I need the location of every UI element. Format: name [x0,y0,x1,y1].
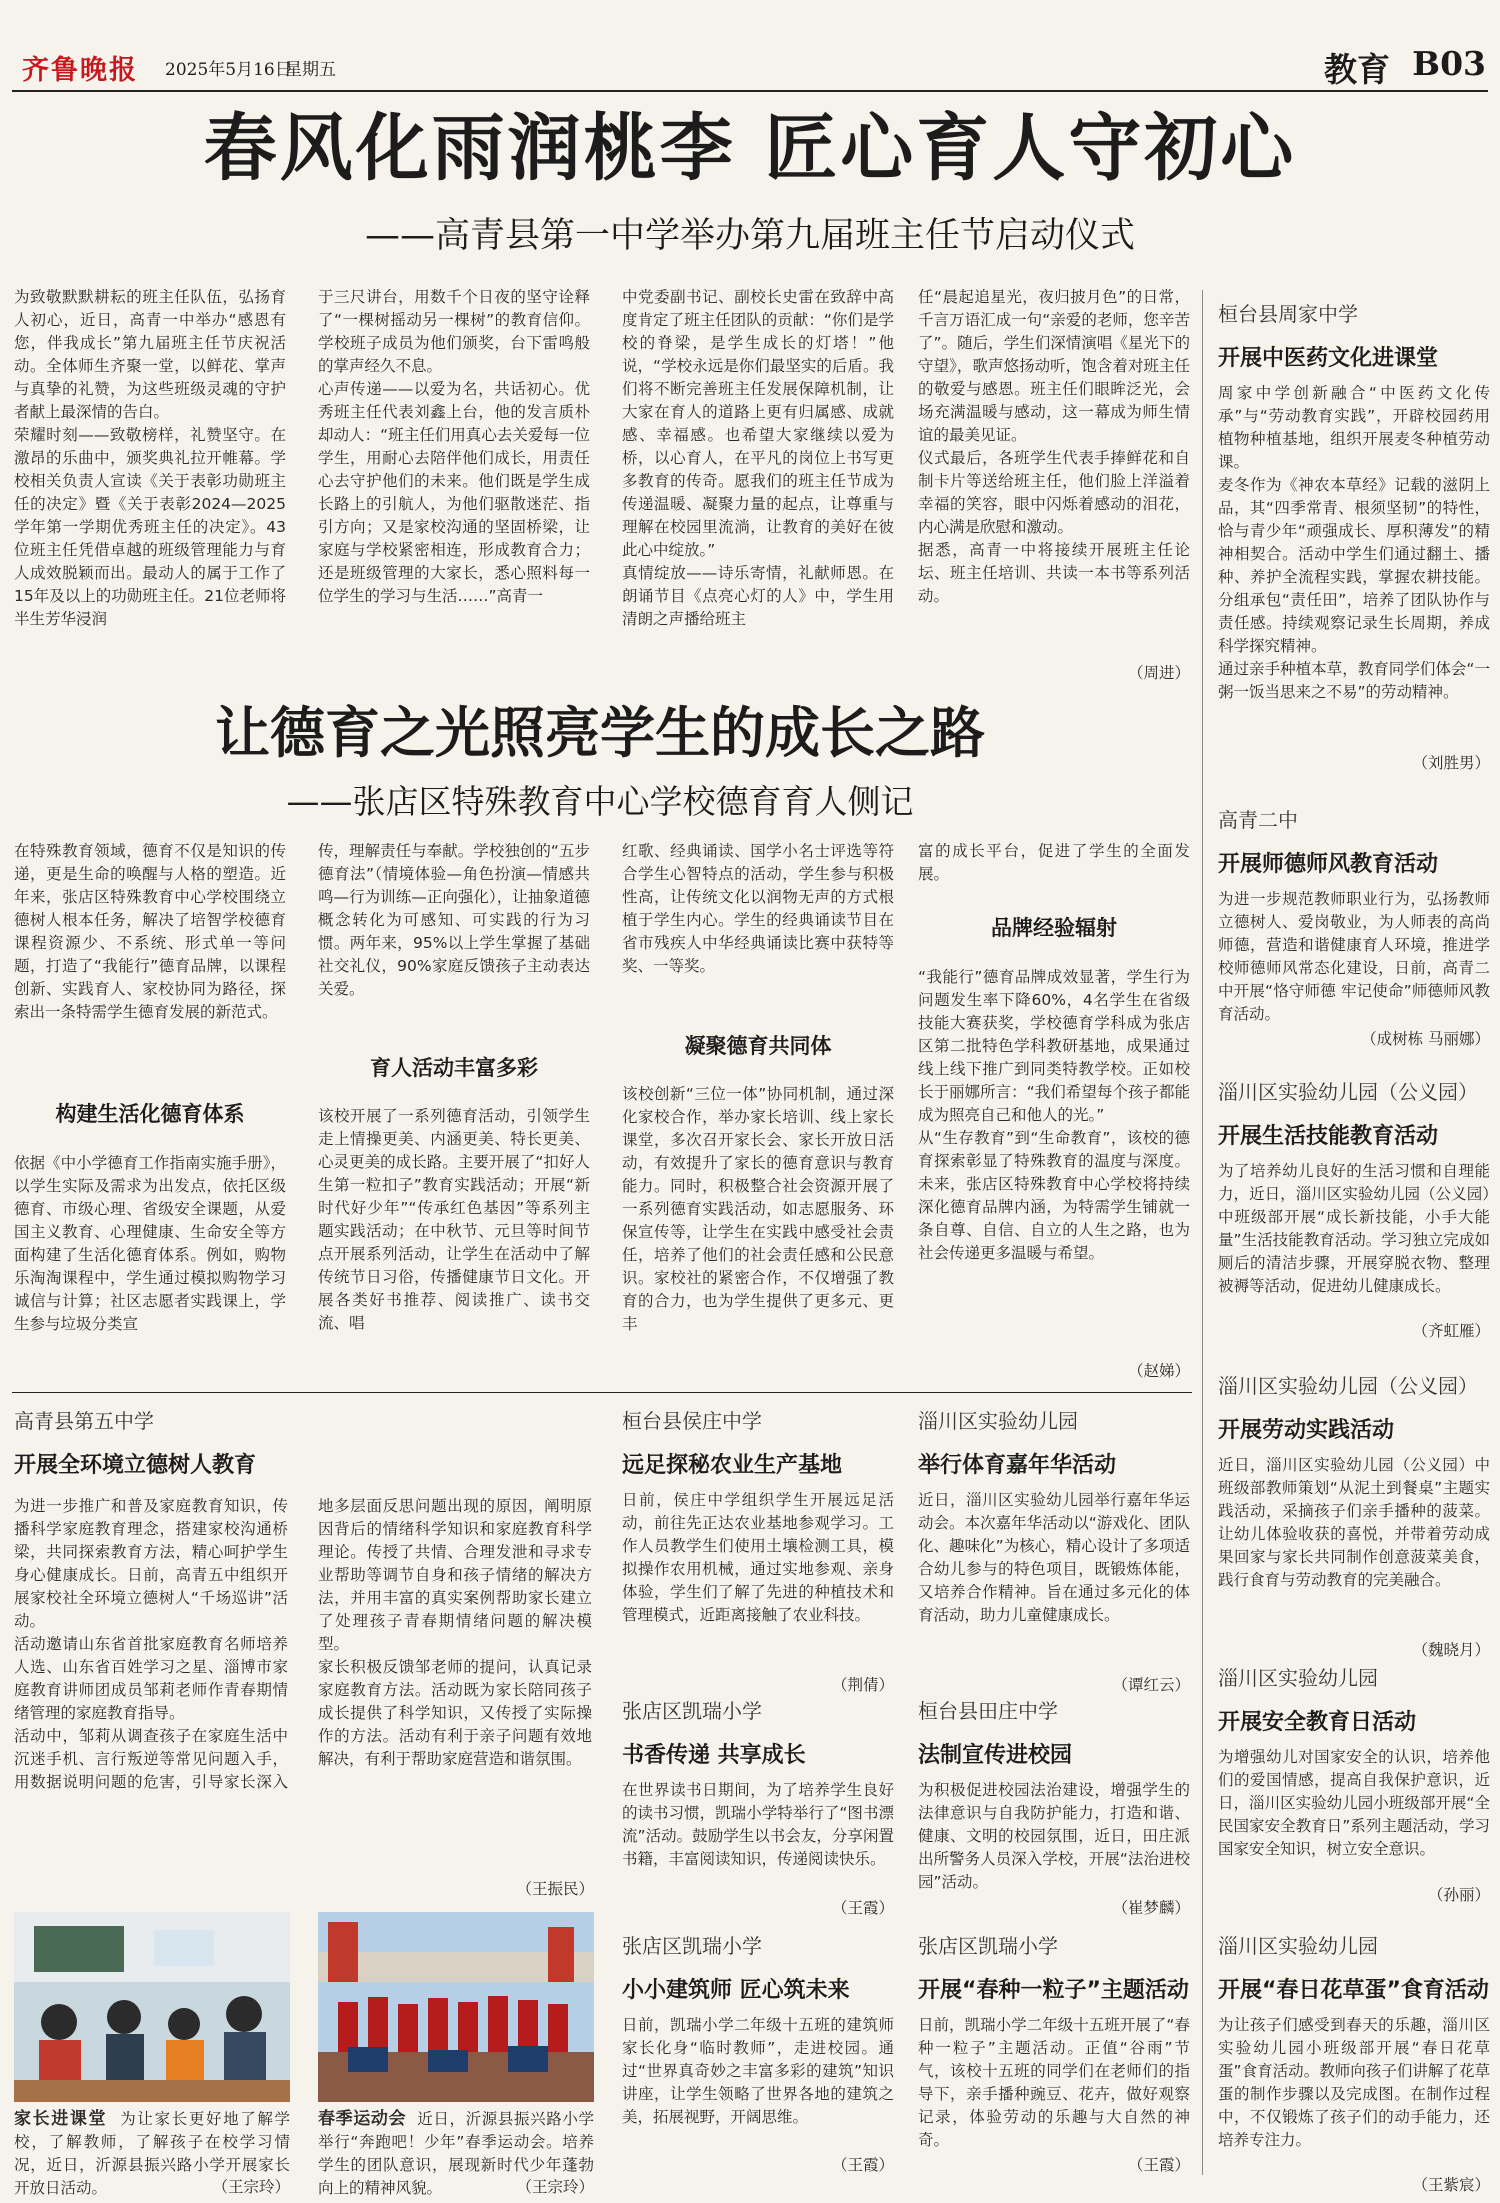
lead-col-3: 中党委副书记、副校长史雷在致辞中高度肯定了班主任团队的贡献：“你们是学校的脊梁，是学生成长的灯塔！”他说，“学校永远是你们最坚实的后盾。我们将不断完善班主任发展保障机制，让大家在育人的道路上更有归属感、成就感、幸福感。也希望大家继续以爱为桥，以心育人，在平凡的岗位上书写更多教育的传奇。愿我们的班主任节成为传递温暖、凝聚力量的起点，让尊重与理解在校园里流淌，让教育的美好在彼此心中绽放。” 真情绽放——诗乐寄情，礼献师恩。在朗诵节目《点亮心灯的人》中，学生用清朗之声播给班主 [622,288,894,628]
brief-author: （王紫宸） [1412,2176,1490,2194]
brief-text: 日前，凯瑞小学二年级十五班开展了“春种一粒子”主题活动。正值“谷雨”节气，该校十五班的同学们在老师们的指导下，亲手播种豌豆、花卉，做好观察记录，体验劳动的乐趣与大自然的神奇。 [918,2016,1190,2149]
brief-title: 开展“春种一粒子”主题活动 [918,1978,1189,2003]
brief-title: 开展师德师风教育活动 [1218,852,1439,877]
brief-school: 淄川区实验幼儿园 [918,1409,1078,1433]
section-divider [12,1392,1192,1393]
feature-section-head: 品牌经验辐射 [991,915,1117,940]
brief-school: 张店区凯瑞小学 [918,1934,1058,1958]
feature-subheadline: ——张店区特殊教育中心学校德育育人侧记 [286,782,914,821]
brief-school: 淄川区实验幼儿园 [1218,1934,1378,1958]
photo-caption [318,2108,594,2199]
photo-caption-text: 近日，沂源县振兴路小学举行“奔跑吧！少年”春季运动会。培养学生的团队意识，展现新时代少年蓬勃向上的精神风貌。 [318,2110,594,2197]
brief-title: 开展全环境立德树人教育 [14,1453,257,1478]
brief-item [918,1930,1190,2177]
feature-col-1b: 依据《中小学德育工作指南实施手册》，以学生实际及需求为出发点，依托区级德育、市级心理、省级安全课题，从爱国主义教育、心理健康、生命安全等方面构建了生活化德育体系。例如，购物乐淘淘课程中，学生通过模拟购物学习诚信与计算；社区志愿者实践课上，学生参与垃圾分类宣 [14,1154,286,1333]
brief-school: 桓台县侯庄中学 [622,1409,762,1433]
lead-col-2: 于三尺讲台，用数千个日夜的坚守诠释了“一棵树摇动另一棵树”的教育信仰。学校班子成员为他们颁奖，台下雷鸣般的掌声经久不息。 心声传递——以爱为名，共话初心。优秀班主任代表刘鑫上台，他的发言质朴却动人：“班主任们用真心去关爱每一位学生，用耐心去陪伴他们成长，用责任心去守护他们的未来。他们既是学生成长路上的引航人，为他们驱散迷茫、指引方向；又是家校沟通的坚固桥梁，让家庭与学校紧密相连，形成教育合力；还是班级管理的大家长，悉心照料每一位学生的学习与生活……”高青一 [318,288,590,605]
brief-title: 开展安全教育日活动 [1218,1710,1417,1735]
brief-author: （成树栋 马丽娜） [1361,1030,1490,1048]
brief-author: （王霞） [831,1899,894,1917]
brief-author: （崔梦麟） [1112,1899,1190,1917]
brief-item [622,1695,894,1920]
brief-school: 淄川区实验幼儿园（公义园） [1218,1080,1478,1104]
brief-item [14,1405,594,1479]
newspaper-logo: 齐鲁晚报 [22,55,138,86]
brief-text: 为了培养幼儿良好的生活习惯和自理能力，近日，淄川区实验幼儿园（公义园）中班级部开展“成长新技能，小手大能量”生活技能教育活动。学习独立完成如厕后的清洁步骤，开展穿脱衣物、整理被褥等活动，促进幼儿健康成长。 [1218,1162,1490,1295]
feature-byline: （赵娣） [1127,1362,1190,1380]
brief-author: （王振民） [516,1880,594,1898]
feature-section-head: 凝聚德育共同体 [684,1033,832,1058]
brief-item [1218,1662,1490,1907]
column-divider [1202,290,1203,2175]
brief-author: （王霞） [831,2156,894,2174]
brief-author: （孙丽） [1427,1886,1490,1904]
feature-col-3a: 红歌、经典诵读、国学小名士评选等符合学生心智特点的活动，学生参与积极性高，让传统文化以润物无声的方式根植于学生内心。学生的经典诵读节目在省市残疾人中华经典诵读比赛中获特等奖、一等奖。 [622,842,894,975]
feature-col-1a: 在特殊教育领域，德育不仅是知识的传递，更是生命的唤醒与人格的塑造。近年来，张店区特殊教育中心学校围绕立德树人根本任务，解决了培智学校德育课程资源少、不系统、形式单一等问题，打造了“我能行”德育品牌，以课程创新、实践育人、家校协同为路径，探索出一条特需学生德育发展的新范式。 [14,842,286,1021]
brief-author: （刘胜男） [1412,754,1490,772]
feature-col-2a: 传，理解责任与奉献。学校独创的“五步德育法”（情境体验—角色扮演—情感共鸣—行为训练—正向强化），让抽象道德概念转化为可感知、可实践的行为习惯。两年来，95%以上学生掌握了基础社交礼仪，90%家庭反馈孩子主动表达关爱。 [318,842,590,998]
photo-caption-title: 家长进课堂 [14,2109,108,2129]
brief-text: 日前，凯瑞小学二年级十五班的建筑师家长化身“临时教师”，走进校园。通过“世界真奇妙之丰富多彩的建筑”知识讲座，让学生领略了世界各地的建筑之美，拓展视野，开阔思维。 [622,2016,894,2126]
brief-item [1218,804,1490,1051]
section-name: 教育 [1324,50,1390,89]
photo-caption-author: （王宗玲） [212,2178,290,2196]
brief-school: 桓台县田庄中学 [918,1699,1058,1723]
brief-title: 书香传递 共享成长 [622,1743,806,1768]
brief-title: 法制宣传进校园 [918,1743,1073,1768]
brief-author: （齐虹雁） [1412,1322,1490,1340]
brief-school: 桓台县周家中学 [1218,302,1358,326]
brief-text: 为积极促进校园法治建设，增强学生的法律意识与自我防护能力，打造和谐、健康、文明的校园氛围，近日，田庄派出所警务人员深入学校，开展“法治进校园”活动。 [918,1781,1190,1891]
lead-headline: 春风化雨润桃李 匠心育人守初心 [203,105,1297,191]
brief-title: 开展“春日花草蛋”食育活动 [1218,1978,1489,2003]
brief-title: 开展生活技能教育活动 [1218,1124,1439,1149]
feature-section-head: 构建生活化德育体系 [55,1101,245,1126]
brief-text: 周家中学创新融合“中医药文化传承”与“劳动教育实践”，开辟校园药用植物种植基地，组织开展麦冬种植劳动课。 麦冬作为《神农本草经》记载的滋阴上品，其“四季常青、根须坚韧”的特性，恰与青少年“顽强成长、厚积薄发”的精神相契合。活动中学生们通过翻土、播种、养护全流程实践，掌握农耕技能。分组承包“责任田”，培养了团队协作与责任感。持续观察记录生长周期，养成科学探究精神。 通过亲手种植本草，教育同学们体会“一粥一饭当思来之不易”的劳动精神。 [1218,384,1490,701]
brief-title: 小小建筑师 匠心筑未来 [622,1978,850,2003]
brief-author: （王霞） [1127,2156,1190,2174]
brief-title: 远足探秘农业生产基地 [622,1453,843,1478]
feature-col-4b: “我能行”德育品牌成效显著，学生行为问题发生率下降60%，4名学生在省级技能大赛获奖，学校德育学科成为张店区第二批特色学科教研基地，成果通过线上线下推广到同类特教学校。正如校长于丽娜所言：“我们希望每个孩子都能成为照亮自己和他人的光。” 从“生存教育”到“生命教育”，该校的德育探索彰显了特殊教育的温度与深度。未来，张店区特殊教育中心学校将持续深化德育品牌内涵，为特需学生铺就一条自尊、自信、自立的人生之路，也为社会传递更多温暖与希望。 [918,968,1190,1262]
brief-author: （谭红云） [1112,1676,1190,1694]
feature-headline: 让德育之光照亮学生的成长之路 [214,700,985,765]
masthead-rule [12,90,1488,92]
brief-text: 近日，淄川区实验幼儿园（公义园）中班级部教师策划“从泥土到餐桌”主题实践活动，采摘孩子们亲手播种的菠菜。让幼儿体验收获的喜悦，并带着劳动成果回家与家长共同制作创意菠菜美食，践行食育与劳动教育的完美融合。 [1218,1456,1490,1589]
brief-school: 淄川区实验幼儿园 [1218,1666,1378,1690]
brief-text: 为增强幼儿对国家安全的认识，培养他们的爱国情感，提高自我保护意识，近日，淄川区实验幼儿园小班级部开展“全民国家安全教育日”系列主题活动，学习国家安全知识，树立安全意识。 [1218,1748,1490,1858]
photo-caption-author: （王宗玲） [516,2178,594,2196]
lead-subheadline: ——高青县第一中学举办第九届班主任节启动仪式 [364,216,1135,256]
issue-weekday: 星期五 [285,60,336,80]
brief-title: 开展劳动实践活动 [1218,1418,1395,1443]
brief-text: 为让孩子们感受到春天的乐趣，淄川区实验幼儿园小班级部开展“春日花草蛋”食育活动。教师向孩子们讲解了花草蛋的制作步骤以及完成图。在制作过程中，不仅锻炼了孩子们的动手能力，还培养专注力。 [1218,2016,1490,2149]
feature-section-head: 育人活动丰富多彩 [370,1055,538,1080]
brief-author: （魏晓月） [1412,1641,1490,1659]
page-number: B03 [1412,44,1486,83]
lead-byline: （周进） [1127,664,1190,682]
brief-text: 近日，淄川区实验幼儿园举行嘉年华运动会。本次嘉年华活动以“游戏化、团队化、趣味化”为核心，精心设计了多项适合幼儿参与的特色项目，既锻炼体能，又培养合作精神。旨在通过多元化的体育活动，助力儿童健康成长。 [918,1491,1190,1624]
brief-text: 在世界读书日期间，为了培养学生良好的读书习惯，凯瑞小学特举行了“图书漂流”活动。鼓励学生以书会友，分享闲置书籍，丰富阅读知识，传递阅读快乐。 [622,1781,894,1868]
brief-item [1218,1930,1490,2197]
photo-caption-title: 春季运动会 [318,2109,407,2129]
brief-item [918,1405,1190,1697]
feature-col-3b: 该校创新“三位一体”协同机制，通过深化家校合作，举办家长培训、线上家长课堂，多次召开家长会、家长开放日活动，有效提升了家长的德育意识与教育能力。同时，积极整合社会资源开展了一系列德育实践活动，如志愿服务、环保宣传等，让学生在实践中感受社会责任，培养了他们的社会责任感和公民意识。家校社的紧密合作，不仅增强了教育的合力，也为学生提供了更多元、更丰 [622,1085,894,1333]
lead-col-1: 为致敬默默耕耘的班主任队伍，弘扬育人初心，近日，高青一中举办“感恩有您，伴我成长”第九届班主任节庆祝活动。全体师生齐聚一堂，以鲜花、掌声与真挚的礼赞，为这些班级灵魂的守护者献上最深情的告白。 荣耀时刻——致敬榜样，礼赞坚守。在激昂的乐曲中，颁奖典礼拉开帷幕。学校相关负责人宣读《关于表彰功勋班主任的决定》暨《关于表彰2024—2025学年第一学期优秀班主任的决定》。43位班主任凭借卓越的班级管理能力与育人成效脱颖而出。最动人的属于工作了15年及以上的功勋班主任。21位老师将半生芳华浸润 [14,288,286,628]
brief-title: 开展中医药文化进课堂 [1218,346,1439,371]
brief-text: 为进一步规范教师职业行为，弘扬教师立德树人、爱岗敬业，为人师表的高尚师德，营造和谐健康育人环境，推进学校师德师风常态化建设，日前，高青二中开展“恪守师德 牢记使命”师德师风教育活动。 [1218,890,1490,1023]
classroom-photo [14,1912,290,2102]
brief-text: 日前，侯庄中学组织学生开展远足活动，前往先正达农业基地参观学习。工作人员教学生们使用土壤检测工具，模拟操作农用机械，通过实地参观、亲身体验，学生们了解了先进的种植技术和管理模式，近距离接触了农业科技。 [622,1491,894,1624]
brief-item [622,1405,894,1697]
brief-item [1218,1370,1490,1662]
feature-col-4a: 富的成长平台，促进了学生的全面发展。 [918,842,1190,883]
brief-title: 举行体育嘉年华活动 [918,1453,1117,1478]
brief-school: 高青二中 [1218,808,1298,832]
photo-caption-text: 为让家长更好地了解学校，了解教师，了解孩子在校学习情况，近日，沂源县振兴路小学开展家长开放日活动。 [14,2110,290,2197]
brief-author: （荆倩） [831,1676,894,1694]
brief-text: 为进一步推广和普及家庭教育知识，传播科学家庭教育理念，搭建家校沟通桥梁，共同探索教育方法，精心呵护学生身心健康成长。日前，高青五中组织开展家校社全环境立德树人“千场巡讲”活动。 活动邀请山东省首批家庭教育名师培养人选、山东省百姓学习之星、淄博市家庭教育讲师团成员邹莉老师作青春期情绪管理的家庭教育指导。 活动中，邹莉从调查孩子在家庭生活中沉迷手机、言行叛逆等常见问题入手，用数据说明问题的危害，引导家长深入地多层面反思问题出现的原因，阐明原因背后的情绪科学知识和家庭教育科学理论。传授了共情、合理发泄和寻求专业帮助等调节自身和孩子情绪的解决方法，并用丰富的真实案例帮助家长建立了处理孩子青春期情绪问题的解决模型。 家长积极反馈邹老师的提问，认真记录家庭教育方法。活动既为家长陪同孩子成长提供了科学知识，又传授了实际操作的方法。活动有利于亲子问题有效地解决，有利于帮助家庭营造和谐氛围。 [14,1497,592,1791]
sports-meet-photo [318,1912,594,2102]
brief-school: 张店区凯瑞小学 [622,1934,762,1958]
photo-caption [14,2108,290,2199]
brief-item [622,1930,894,2177]
feature-col-2b: 该校开展了一系列德育活动，引领学生走上情操更美、内涵更美、特长更美、心灵更美的成长路。主要开展了“扣好人生第一粒扣子”教育实践活动；开展“新时代好少年”“传承红色基因”等系列主题实践活动；在中秋节、元旦等时间节点开展系列活动，让学生在活动中了解传统节日习俗，传播健康节日文化。开展各类好书推荐、阅读推广、读书交流、唱 [318,1107,590,1332]
brief-school: 张店区凯瑞小学 [622,1699,762,1723]
brief-item [1218,298,1490,775]
brief-school: 淄川区实验幼儿园（公义园） [1218,1374,1478,1398]
brief-item [918,1695,1190,1920]
issue-date: 2025年5月16日 [165,60,292,80]
brief-school: 高青县第五中学 [14,1409,154,1433]
brief-item [1218,1076,1490,1343]
lead-col-4: 任“晨起追星光，夜归披月色”的日常，千言万语汇成一句“亲爱的老师，您辛苦了”。随后，学生们深情演唱《星光下的守望》，歌声悠扬动听，饱含着对班主任的敬爱与感恩。班主任们眼眸泛光，会场充满温暖与感动，这一幕成为师生情谊的最美见证。 仪式最后，各班学生代表手捧鲜花和自制卡片等送给班主任，他们脸上洋溢着幸福的笑容，眼中闪烁着感动的泪花，内心满是欣慰和激动。 据悉，高青一中将接续开展班主任论坛、班主任培训、共读一本书等系列活动。 [918,288,1190,605]
